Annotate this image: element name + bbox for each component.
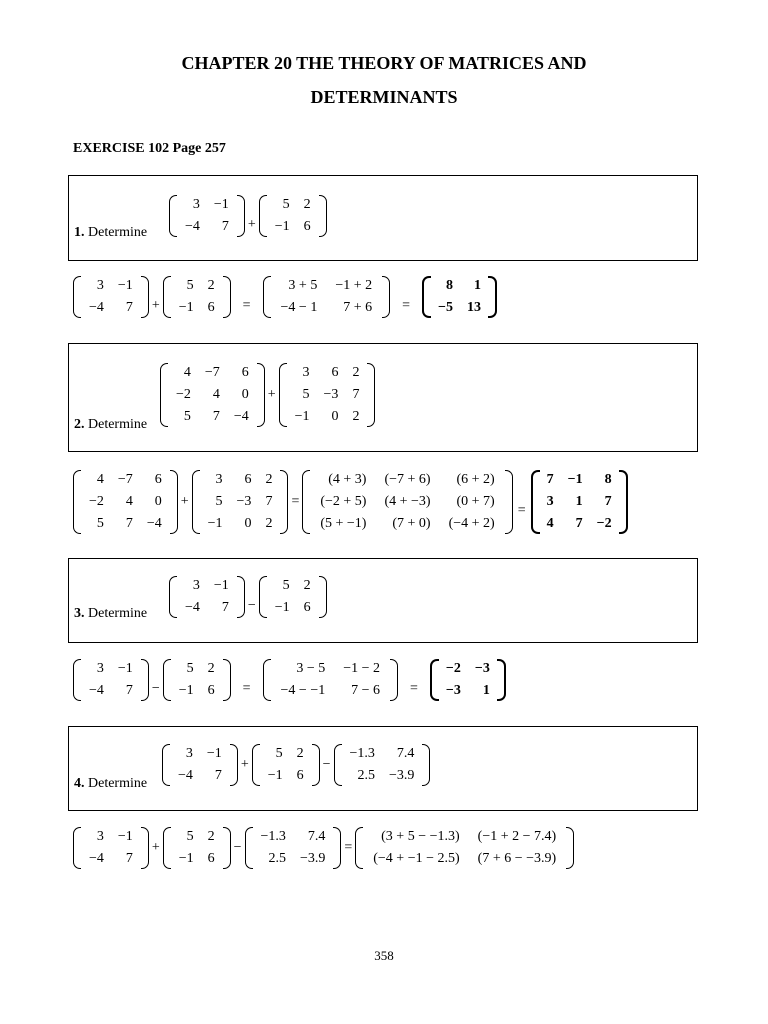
operator: +: [151, 298, 160, 313]
matrix-table: [431, 275, 488, 319]
matrix-row: [169, 362, 256, 384]
matrix-b: [279, 362, 376, 428]
problem-4-question-expression: [162, 743, 430, 787]
matrix-cell: 2: [352, 409, 360, 424]
matrix-row: [82, 297, 140, 319]
matrix-cell: 8: [604, 472, 612, 487]
matrix-cell: −1 + 2: [335, 278, 373, 293]
matrix-row: [171, 765, 229, 787]
matrix-table: [172, 826, 222, 870]
matrix-row: [261, 743, 311, 765]
problem-2-question-expression: [160, 362, 375, 428]
matrix-cell: −1: [206, 746, 222, 761]
matrix-row: [364, 826, 565, 848]
matrix-row: [82, 491, 169, 513]
matrix-row: [172, 275, 222, 297]
operator: −: [322, 757, 331, 772]
matrix-cell: −1: [213, 197, 229, 212]
matrix-row: [311, 513, 503, 535]
matrix-cell: 7: [221, 219, 229, 234]
matrix-cell: −2: [445, 661, 461, 676]
matrix-row: [172, 658, 222, 680]
matrix-cell: 7: [604, 494, 612, 509]
matrix-table: [172, 275, 222, 319]
matrix-b: [192, 469, 289, 535]
matrix-cell: 7: [575, 516, 583, 531]
matrix-cell: −1: [178, 300, 194, 315]
problem-1-question-expression: [169, 194, 327, 238]
matrix-cell: −3: [323, 387, 339, 402]
matrix-row: [178, 194, 236, 216]
matrix-cell: 2: [207, 829, 215, 844]
operator: −: [151, 681, 160, 696]
matrix-cell: −4: [89, 851, 104, 866]
matrix-table: [171, 743, 229, 787]
matrix-cell: 13: [467, 300, 482, 315]
problem-2-solution: [73, 469, 628, 535]
matrix-c: [334, 743, 431, 787]
matrix-cell: 6: [331, 365, 339, 380]
problem-2-prompt: [74, 417, 147, 433]
matrix-row: [82, 658, 140, 680]
matrix-cell: 6: [244, 472, 252, 487]
matrix-cell: 6: [303, 219, 311, 234]
matrix-cell: 7: [125, 300, 133, 315]
matrix-cell: 7: [125, 683, 133, 698]
matrix-cell: (6 + 2): [456, 472, 495, 487]
matrix-row: [201, 513, 280, 535]
matrix-table: [311, 469, 503, 535]
matrix-cell: 4: [96, 472, 104, 487]
matrix-cell: 6: [241, 365, 249, 380]
matrix-cell: −1: [274, 219, 290, 234]
matrix-cell: −4 − −1: [280, 683, 326, 698]
equals-sign: =: [242, 298, 251, 313]
problem-1-prompt: [74, 225, 147, 241]
matrix-row: [268, 216, 318, 238]
matrix-cell: 5: [186, 661, 194, 676]
matrix-row: [343, 765, 422, 787]
matrix-row: [268, 194, 318, 216]
matrix-cell: −3.9: [388, 768, 415, 783]
matrix-cell: −4: [185, 219, 200, 234]
matrix-cell: −4: [89, 683, 104, 698]
matrix-table: [169, 362, 256, 428]
matrix-row: [431, 297, 488, 319]
matrix-cell: −1: [274, 600, 290, 615]
matrix-row: [540, 469, 619, 491]
equals-sign: =: [410, 681, 418, 696]
matrix-cell: 7.4: [307, 829, 326, 844]
matrix-cell: 7: [265, 494, 273, 509]
matrix-cell: 3: [192, 197, 200, 212]
matrix-row: [254, 826, 333, 848]
matrix-a: [169, 575, 245, 619]
matrix-a: [162, 743, 238, 787]
intermediate-matrix: [263, 275, 391, 319]
matrix-table: [178, 575, 236, 619]
matrix-row: [172, 848, 222, 870]
matrix-cell: (−2 + 5): [320, 494, 367, 509]
matrix-row: [82, 469, 169, 491]
problem-number: 1.: [74, 225, 85, 240]
matrix-table: [272, 658, 389, 702]
matrix-cell: −1: [294, 409, 310, 424]
matrix-table: [178, 194, 236, 238]
matrix-cell: 5: [302, 387, 310, 402]
matrix-row: [268, 575, 318, 597]
matrix-cell: −1: [567, 472, 583, 487]
matrix-cell: −1: [178, 683, 194, 698]
problem-4-solution: [73, 826, 574, 870]
chapter-title-line-1: CHAPTER 20 THE THEORY OF MATRICES AND: [181, 53, 587, 73]
matrix-cell: 6: [303, 600, 311, 615]
matrix-cell: −1: [117, 661, 133, 676]
matrix-row: [82, 513, 169, 535]
prompt-text: Determine: [88, 776, 148, 791]
matrix-row: [82, 848, 140, 870]
matrix-cell: (7 + 0): [392, 516, 431, 531]
matrix-cell: −4: [146, 516, 162, 531]
matrix-table: [268, 575, 318, 619]
matrix-row: [178, 216, 236, 238]
result-matrix: [422, 275, 497, 319]
matrix-cell: 3: [185, 746, 193, 761]
matrix-cell: 6: [207, 300, 215, 315]
matrix-cell: −3.9: [299, 851, 326, 866]
intermediate-matrix: [355, 826, 574, 870]
operator: +: [240, 757, 249, 772]
intermediate-matrix: [263, 658, 398, 702]
matrix-row: [82, 275, 140, 297]
matrix-table: [268, 194, 318, 238]
matrix-row: [261, 765, 311, 787]
matrix-row: [364, 848, 565, 870]
matrix-cell: 4: [125, 494, 133, 509]
chapter-title-line-2: DETERMINANTS: [310, 87, 458, 107]
matrix-cell: 7 − 6: [351, 683, 381, 698]
prompt-text: Determine: [88, 606, 148, 621]
matrix-table: [172, 658, 222, 702]
matrix-table: [82, 658, 140, 702]
matrix-cell: 5: [186, 278, 194, 293]
matrix-cell: −1: [178, 851, 194, 866]
matrix-b: [163, 275, 231, 319]
matrix-row: [343, 743, 422, 765]
operator: −: [247, 598, 256, 613]
matrix-a: [73, 658, 149, 702]
matrix-table: [540, 469, 619, 535]
problem-3-solution: [73, 658, 506, 702]
matrix-cell: (5 + −1): [320, 516, 367, 531]
matrix-row: [82, 826, 140, 848]
matrix-row: [272, 658, 389, 680]
operator: −: [233, 840, 242, 855]
problem-3-box: [68, 558, 698, 643]
matrix-cell: 5: [186, 829, 194, 844]
matrix-a: [73, 826, 149, 870]
equals-sign: =: [344, 840, 353, 855]
matrix-cell: −1: [207, 516, 223, 531]
matrix-a: [160, 362, 265, 428]
matrix-row: [178, 575, 236, 597]
matrix-row: [268, 597, 318, 619]
matrix-cell: −2: [89, 494, 104, 509]
prompt-text: Determine: [88, 417, 148, 432]
matrix-cell: −1: [117, 278, 133, 293]
matrix-table: [82, 469, 169, 535]
matrix-row: [82, 680, 140, 702]
matrix-cell: −4 − 1: [280, 300, 318, 315]
matrix-cell: 5: [183, 409, 191, 424]
matrix-cell: (−7 + 6): [384, 472, 431, 487]
matrix-row: [439, 680, 497, 702]
matrix-table: [201, 469, 280, 535]
problem-number: 4.: [74, 776, 85, 791]
matrix-cell: 2: [296, 746, 304, 761]
matrix-cell: 3: [96, 278, 104, 293]
page-number: 358: [374, 948, 394, 963]
matrix-row: [169, 406, 256, 428]
matrix-cell: 7: [546, 472, 554, 487]
matrix-row: [288, 406, 367, 428]
matrix-cell: 6: [296, 768, 304, 783]
problem-1-solution: [73, 275, 497, 319]
matrix-cell: 0: [331, 409, 339, 424]
prompt-text: Determine: [88, 225, 148, 240]
matrix-cell: 3 − 5: [296, 661, 326, 676]
matrix-row: [288, 384, 367, 406]
matrix-cell: −7: [204, 365, 220, 380]
operator: +: [151, 840, 160, 855]
matrix-cell: −1: [213, 578, 229, 593]
matrix-cell: 7 + 6: [343, 300, 373, 315]
matrix-cell: 2: [207, 278, 215, 293]
matrix-cell: 2: [207, 661, 215, 676]
matrix-cell: 2: [303, 197, 311, 212]
matrix-row: [171, 743, 229, 765]
matrix-cell: 6: [154, 472, 162, 487]
matrix-cell: −3: [445, 683, 461, 698]
matrix-row: [201, 469, 280, 491]
matrix-cell: 7: [125, 851, 133, 866]
matrix-cell: 6: [207, 851, 215, 866]
matrix-cell: 3: [546, 494, 554, 509]
matrix-row: [201, 491, 280, 513]
matrix-table: [272, 275, 382, 319]
equals-sign: =: [402, 298, 411, 313]
matrix-cell: 3: [302, 365, 310, 380]
matrix-table: [82, 826, 140, 870]
operator: +: [180, 494, 189, 509]
matrix-row: [172, 680, 222, 702]
matrix-row: [272, 275, 382, 297]
result-matrix: [430, 658, 506, 702]
matrix-cell: 7: [214, 768, 222, 783]
matrix-cell: −3: [236, 494, 252, 509]
matrix-cell: 6: [207, 683, 215, 698]
matrix-cell: 1: [474, 278, 482, 293]
matrix-cell: 0: [241, 387, 249, 402]
matrix-row: [540, 491, 619, 513]
matrix-table: [254, 826, 333, 870]
matrix-b: [163, 826, 231, 870]
matrix-row: [272, 297, 382, 319]
matrix-cell: (7 + 6 − −3.9): [477, 851, 557, 866]
matrix-cell: −5: [438, 300, 454, 315]
matrix-cell: 7: [125, 516, 133, 531]
matrix-cell: 4: [212, 387, 220, 402]
matrix-cell: 1: [575, 494, 583, 509]
problem-1-box: [68, 175, 698, 261]
matrix-cell: 3: [192, 578, 200, 593]
matrix-cell: −3: [474, 661, 490, 676]
matrix-table: [343, 743, 422, 787]
matrix-a: [73, 469, 178, 535]
matrix-cell: 5: [215, 494, 223, 509]
problem-4-box: [68, 726, 698, 811]
matrix-cell: 2.5: [268, 851, 286, 866]
matrix-cell: 0: [154, 494, 162, 509]
matrix-cell: 3: [96, 829, 104, 844]
matrix-cell: 5: [275, 746, 283, 761]
problem-3-question-expression: [169, 575, 327, 619]
operator: +: [267, 387, 276, 402]
result-matrix: [531, 469, 628, 535]
matrix-row: [169, 384, 256, 406]
matrix-cell: −4: [89, 300, 104, 315]
matrix-cell: −2: [596, 516, 612, 531]
matrix-row: [311, 469, 503, 491]
matrix-row: [172, 297, 222, 319]
matrix-cell: −2: [176, 387, 191, 402]
equals-sign: =: [517, 503, 526, 518]
matrix-cell: 2.5: [357, 768, 375, 783]
matrix-cell: 4: [183, 365, 191, 380]
matrix-cell: −4: [233, 409, 249, 424]
matrix-cell: 3: [215, 472, 223, 487]
matrix-row: [172, 826, 222, 848]
matrix-row: [254, 848, 333, 870]
matrix-row: [439, 658, 497, 680]
matrix-row: [431, 275, 488, 297]
matrix-cell: −4: [178, 768, 193, 783]
equals-sign: =: [242, 681, 251, 696]
matrix-cell: −1 − 2: [343, 661, 381, 676]
matrix-cell: −1.3: [349, 746, 375, 761]
matrix-cell: (−4 + 2): [448, 516, 495, 531]
matrix-cell: 5: [282, 578, 290, 593]
matrix-table: [439, 658, 497, 702]
matrix-cell: 7.4: [396, 746, 415, 761]
matrix-cell: (0 + 7): [456, 494, 495, 509]
matrix-cell: −4: [185, 600, 200, 615]
matrix-row: [178, 597, 236, 619]
matrix-cell: 7: [352, 387, 360, 402]
matrix-cell: 8: [446, 278, 454, 293]
matrix-cell: 3: [96, 661, 104, 676]
matrix-cell: (4 + 3): [328, 472, 367, 487]
matrix-cell: 7: [221, 600, 229, 615]
matrix-row: [540, 513, 619, 535]
problem-4-prompt: [74, 776, 147, 792]
matrix-cell: (4 + −3): [384, 494, 431, 509]
matrix-c: [245, 826, 342, 870]
problem-3-prompt: [74, 606, 147, 622]
matrix-cell: −1: [117, 829, 133, 844]
matrix-row: [272, 680, 389, 702]
matrix-cell: (3 + 5 − −1.3): [381, 829, 460, 844]
matrix-a: [169, 194, 245, 238]
matrix-row: [311, 491, 503, 513]
matrix-cell: −1: [267, 768, 283, 783]
matrix-b: [259, 575, 327, 619]
matrix-table: [288, 362, 367, 428]
matrix-cell: 4: [546, 516, 554, 531]
matrix-cell: 5: [96, 516, 104, 531]
equals-sign: =: [291, 494, 300, 509]
matrix-cell: 7: [212, 409, 220, 424]
problem-2-box: [68, 343, 698, 452]
matrix-b: [163, 658, 231, 702]
matrix-cell: 3 + 5: [288, 278, 318, 293]
matrix-row: [288, 362, 367, 384]
operator: +: [247, 217, 256, 232]
matrix-cell: 1: [482, 683, 490, 698]
intermediate-matrix: [302, 469, 512, 535]
matrix-cell: 2: [352, 365, 360, 380]
matrix-cell: −1.3: [260, 829, 286, 844]
problem-number: 2.: [74, 417, 85, 432]
matrix-b: [259, 194, 327, 238]
matrix-a: [73, 275, 149, 319]
exercise-heading: EXERCISE 102 Page 257: [73, 141, 226, 156]
matrix-cell: (−4 + −1 − 2.5): [373, 851, 460, 866]
matrix-cell: (−1 + 2 − 7.4): [477, 829, 557, 844]
problem-number: 3.: [74, 606, 85, 621]
matrix-table: [82, 275, 140, 319]
matrix-cell: 5: [282, 197, 290, 212]
matrix-cell: −7: [117, 472, 133, 487]
matrix-cell: 2: [265, 472, 273, 487]
matrix-cell: 2: [265, 516, 273, 531]
matrix-table: [364, 826, 565, 870]
matrix-b: [252, 743, 320, 787]
matrix-table: [261, 743, 311, 787]
matrix-cell: 0: [244, 516, 252, 531]
matrix-cell: 2: [303, 578, 311, 593]
